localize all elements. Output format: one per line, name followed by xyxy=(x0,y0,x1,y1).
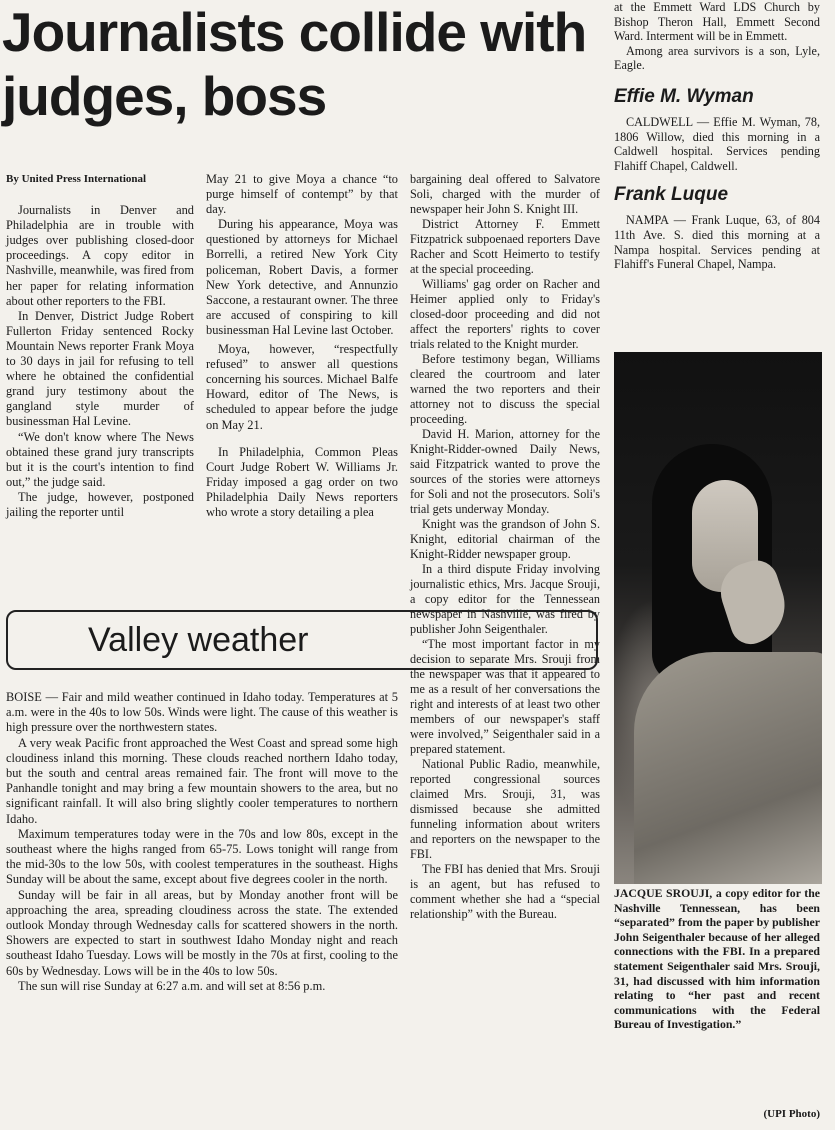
obit-text: at the Emmett Ward LDS Church by Bishop Theron Hall, Emmett Second Ward. Interment will be in Emmett. xyxy=(614,0,820,44)
story-paragraph: The FBI has denied that Mrs. Srouji is an agent, but has refused to comment whether she had a “special relationship” with the Bureau. xyxy=(410,862,600,921)
obit-text-wyman: CALDWELL — Effie M. Wyman, 78, 1806 Willow, died this morning in a Caldwell hospital. Services pending Flahiff Chapel, Caldwell. xyxy=(614,114,820,173)
story-paragraph: Journalists in Denver and Philadelphia are in trouble with judges over publishing closed-door proceedings. A copy editor in Nashville, meanwhile, was fired from her paper for relating information about other reporters to the FBI. xyxy=(6,203,194,308)
story-paragraph: Knight was the grandson of John S. Knight, editorial chairman of the Knight-Ridder newspaper group. xyxy=(410,517,600,561)
story-column-3 xyxy=(410,172,600,922)
caption-text: a copy editor for the Nashville Tennessean, has been “separated” from the paper by publisher John Seigenthaler because of her alleged connections with the FBI. In a prepared statement Seigenthaler said Mrs. Srouji, 31, had discussed with him information relating to “her past and recent communications with the Federal Bureau of Investigation.” xyxy=(614,886,820,1032)
weather-story xyxy=(6,690,398,994)
story-column-2 xyxy=(206,172,398,520)
weather-paragraph: Maximum temperatures today were in the 70s and low 80s, except in the southeast where the highs ranged from 65-75. Lows tonight will range from the mid-30s to the low 50s, with coolest temperatures in the southeast. Highs Sunday will be about the same, except about five degrees cooler in the north. xyxy=(6,826,398,887)
story-paragraph: During his appearance, Moya was questioned by attorneys for Michael Borrelli, a retired New York City policeman, Robert Davis, a former New York detective, and Annunzio Saccone, a restaurant owner. The three are accused of conspiring to kill businessman Hal Levine last October. xyxy=(206,217,398,337)
weather-title-box xyxy=(6,610,598,670)
obit-text-luque: NAMPA — Frank Luque, 63, of 804 11th Ave. S. died this morning at a Nampa hospital. Services pending at Flahiff's Funeral Chapel, Nampa. xyxy=(614,213,820,272)
weather-paragraph: Sunday will be fair in all areas, but by Monday another front will be approaching the area, spreading cloudiness across the state. The extended outlook Monday through Wednesday calls for scattered showers in the north. Showers are expected to start in southwest Idaho Monday night and reach southeast Idaho Tuesday. Lows will be mostly in the 70s at first, cooling to the 60s by Wednesday. Lows will be in the 40s to low 50s. xyxy=(6,887,398,978)
photo-shoulder-shape xyxy=(634,652,822,884)
caption-name: JACQUE SROUJI, xyxy=(614,886,713,900)
story-paragraph: “The most important factor in my decision to separate Mrs. Srouji from the newspaper was that it appeared to me as a result of her conversations the right and interests of at least two other members of our newspaper's staff were involved,” Seigenthaler said in a prepared statement. xyxy=(410,637,600,756)
story-paragraph: In a third dispute Friday involving journalistic ethics, Mrs. Jacque Srouji, a copy editor for the Tennessean newspaper in Nashville, was fired by publisher John Seigenthaler. xyxy=(410,562,600,636)
photo-caption xyxy=(614,886,820,1032)
story-paragraph: “We don't know where The News obtained these grand jury transcripts but it is the court's intention to find out,” the judge said. xyxy=(6,429,194,489)
photo-credit: (UPI Photo) xyxy=(763,1108,820,1120)
story-paragraph: Before testimony began, Williams cleared the courtroom and later warned the two reporters and their attorney not to discuss the special proceeding. xyxy=(410,352,600,426)
story-paragraph: David H. Marion, attorney for the Knight-Ridder-owned Daily News, said Fitzpatrick wanted to prove the sources of the stories were attorneys for Soli and not the prosecutors. Soli's trial gets underway Monday. xyxy=(410,427,600,516)
story-paragraph: May 21 to give Moya a chance “to purge himself of contempt” by that day. xyxy=(206,172,398,217)
story-column-1 xyxy=(6,172,194,520)
story-paragraph: National Public Radio, meanwhile, reported congressional sources claimed Mrs. Srouji, 31, was dismissed because she admitted funneling information about writers and reporters on the newspaper to the FBI. xyxy=(410,757,600,861)
story-paragraph: bargaining deal offered to Salvatore Soli, charged with the murder of newspaper heir John S. Knight III. xyxy=(410,172,600,216)
obituaries-column xyxy=(614,0,820,272)
weather-paragraph: A very weak Pacific front approached the West Coast and spread some high cloudiness inland this morning. These clouds reached northern Idaho today, but the south and central areas remained fair. The front will move to the Panhandle tonight and may bring a few mountain showers to the area, but no significant rainfall. It will also bring slightly cooler temperatures to northern Idaho. xyxy=(6,735,398,826)
weather-paragraph: BOISE — Fair and mild weather continued in Idaho today. Temperatures at 5 a.m. were in the 40s to low 50s. Winds were light. The cause of this weather is high pressure over the northwestern states. xyxy=(6,690,398,735)
obit-text: Among area survivors is a son, Lyle, Eagle. xyxy=(614,43,820,73)
story-paragraph: In Philadelphia, Common Pleas Court Judge Robert W. Williams Jr. Friday imposed a gag order on two Philadelphia Daily News reporters who wrote a story detailing a plea xyxy=(206,444,398,519)
story-paragraph: Williams' gag order on Racher and Heimer applied only to Friday's closed-door proceeding and did not affect the reporters' rights to cover trials related to the Knight murder. xyxy=(410,277,600,351)
story-paragraph: The judge, however, postponed jailing the reporter until xyxy=(6,489,194,519)
story-paragraph: In Denver, District Judge Robert Fullerton Friday sentenced Rocky Mountain News reporter Frank Moya to 30 days in jail for refusing to tell where he obtained the confidential grand jury testimony about the gangland style murder of businessman Hal Levine. xyxy=(6,308,194,429)
story-paragraph: District Attorney F. Emmett Fitzpatrick subpoenaed reporters Dave Racher and Scott Heimerto to testify at the special proceeding. xyxy=(410,217,600,276)
byline: By United Press International xyxy=(6,173,147,185)
weather-paragraph: The sun will rise Sunday at 6:27 a.m. and will set at 8:56 p.m. xyxy=(18,978,326,993)
photo-jacque-srouji xyxy=(614,352,822,884)
obit-name-luque: Frank Luque xyxy=(614,184,729,206)
headline: Journalists collide with judges, boss xyxy=(2,1,587,127)
story-paragraph: Moya, however, “respectfully refused” to answer all questions concerning his sources. Michael Balfe Howard, editor of The News, is scheduled to appear before the judge on May 21. xyxy=(206,342,398,432)
obit-name-wyman: Effie M. Wyman xyxy=(614,85,754,107)
weather-title: Valley weather xyxy=(88,621,309,659)
